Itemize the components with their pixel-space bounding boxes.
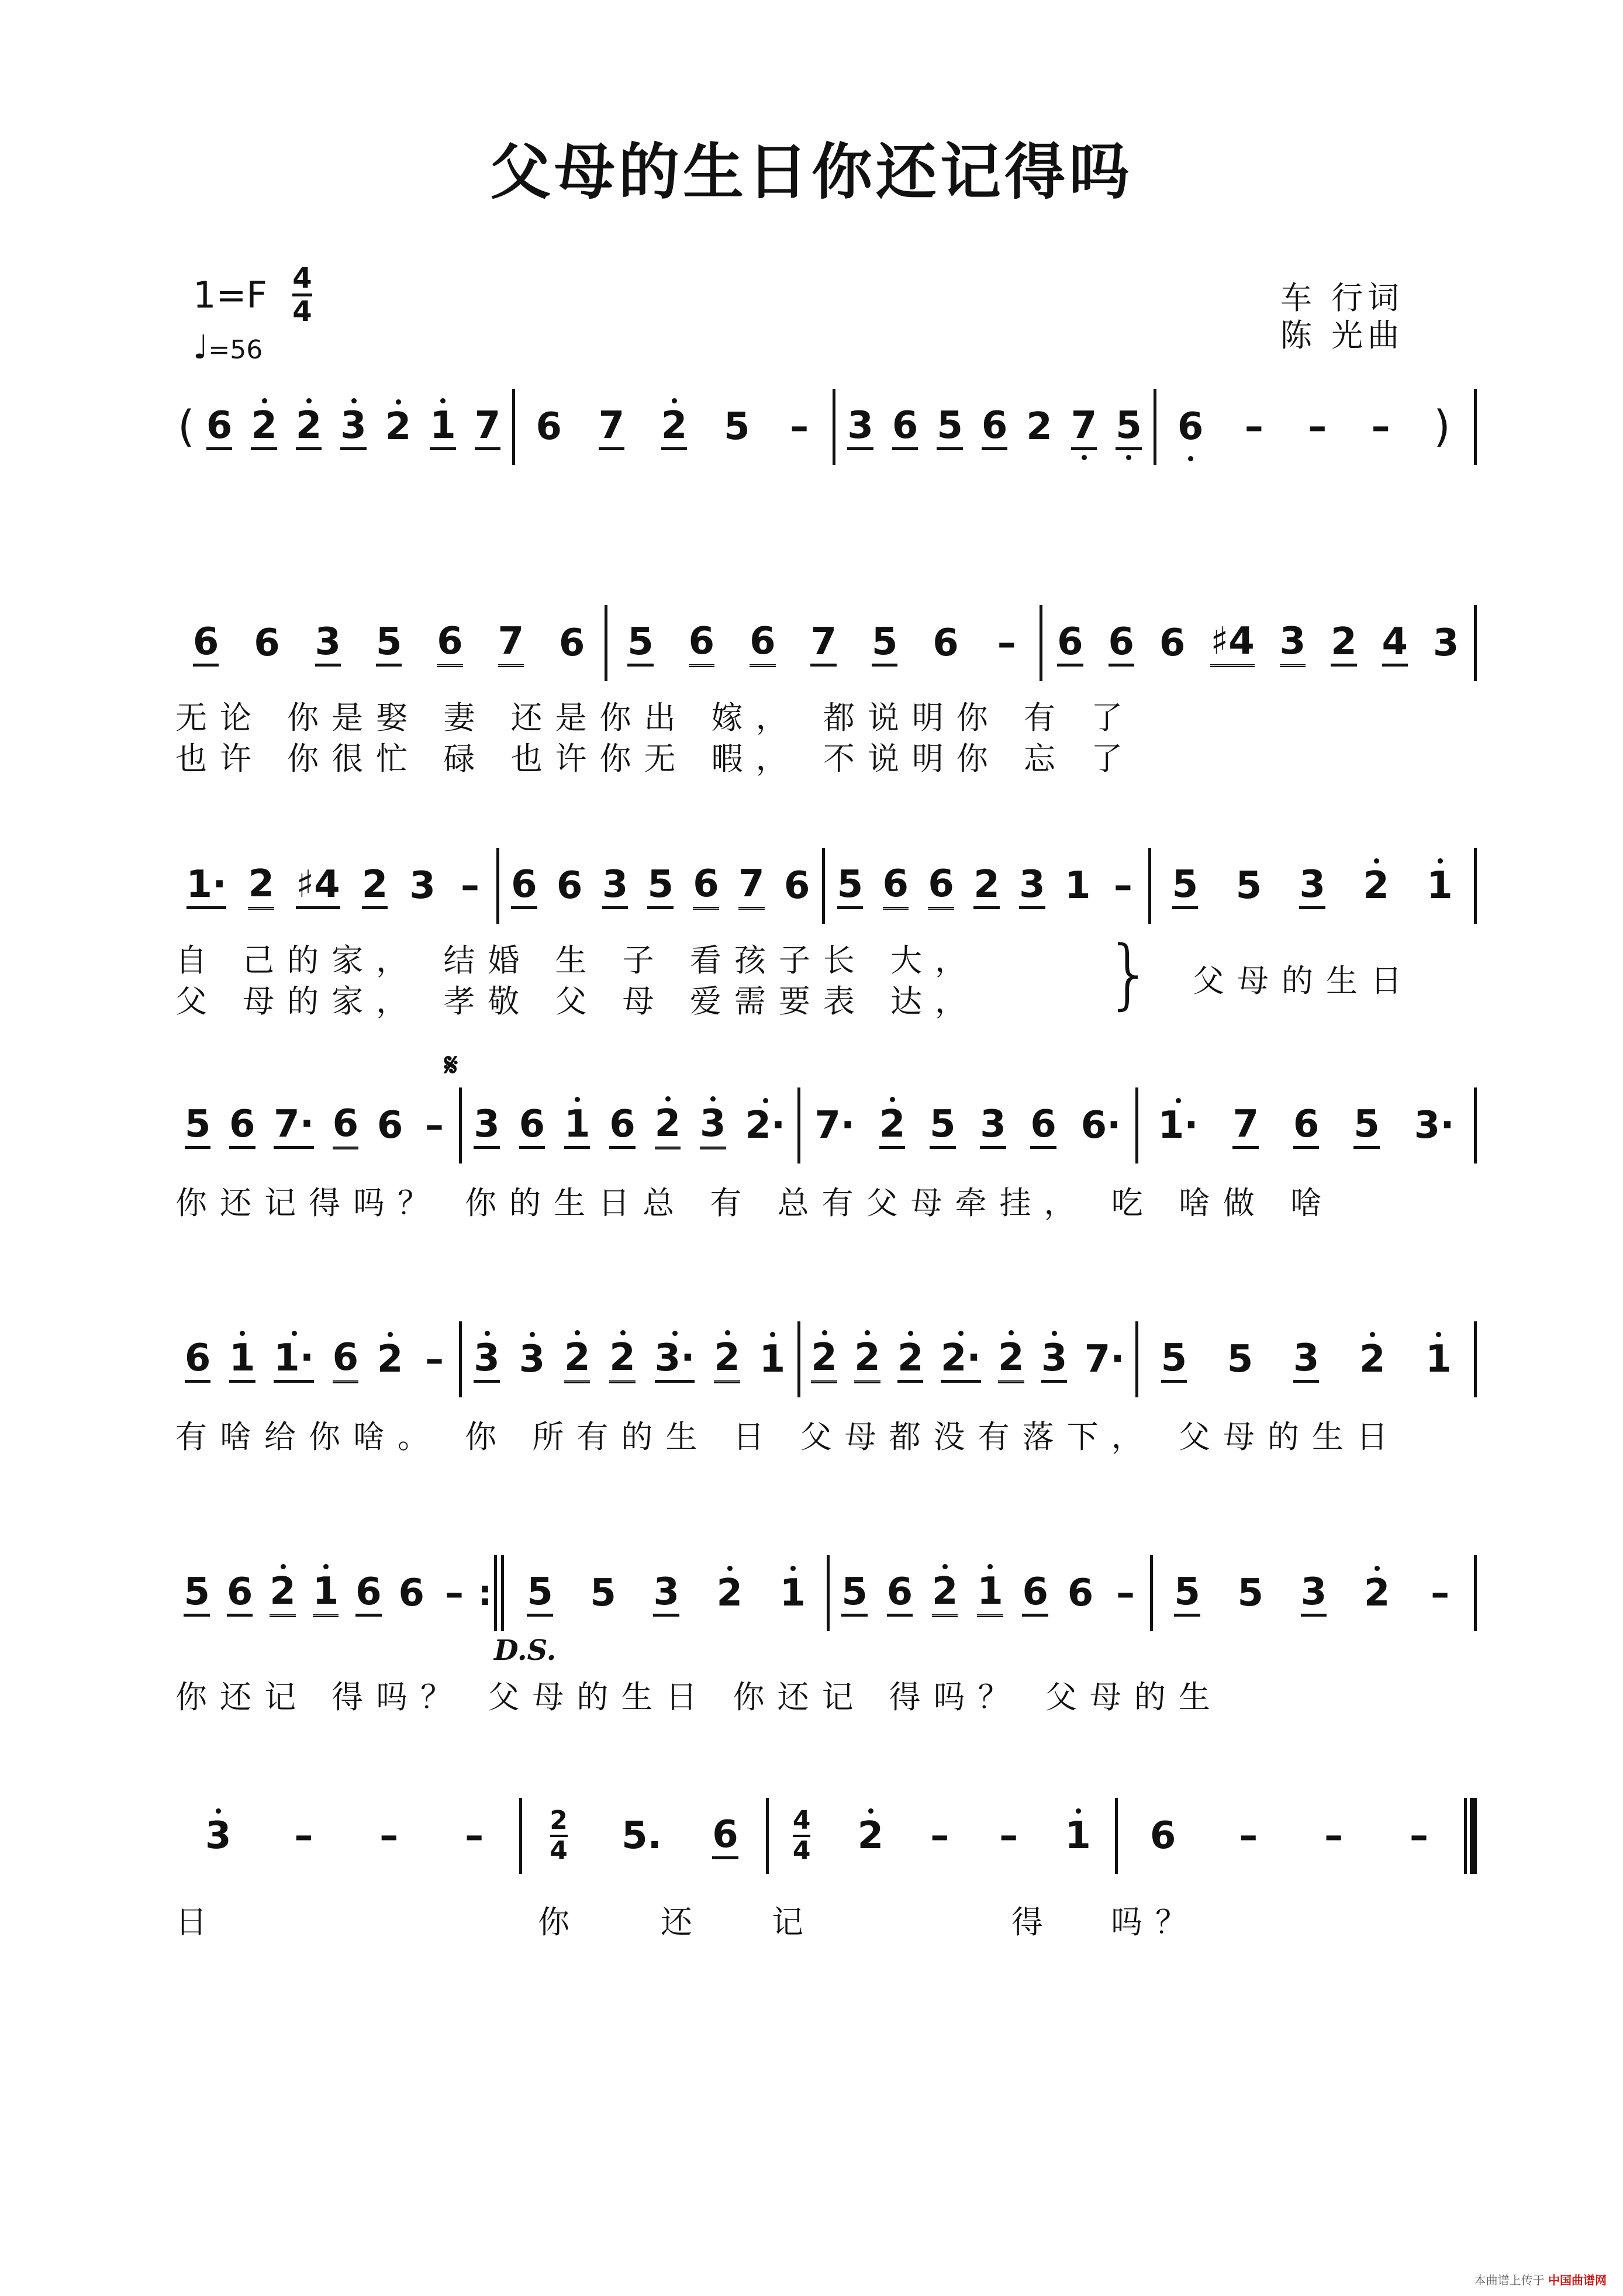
note: 2 — [973, 863, 1000, 909]
lyric-syllable: 还 — [661, 1904, 705, 1941]
note: 5 — [1161, 1337, 1187, 1383]
dash: – — [424, 1338, 444, 1381]
barline — [1474, 1087, 1477, 1163]
note: 3 — [847, 404, 873, 450]
note: 6 — [206, 404, 233, 450]
barline — [766, 1798, 769, 1874]
note: 5 — [1174, 1570, 1200, 1617]
note: 5 — [1237, 1572, 1264, 1615]
note: 4 — [1382, 620, 1408, 667]
note: 3 — [980, 1103, 1006, 1149]
measure — [464, 1321, 795, 1397]
dash: – — [1410, 1814, 1429, 1857]
note: 6 — [333, 1336, 359, 1383]
note: 6 — [712, 1813, 738, 1859]
measure — [508, 1555, 824, 1631]
measure — [175, 1321, 457, 1397]
note: 6 — [398, 1572, 425, 1615]
note: 3 — [409, 864, 436, 907]
measure — [803, 1087, 1134, 1163]
note: 6 — [1149, 1814, 1176, 1857]
measure — [1141, 1321, 1472, 1397]
note: 1 — [779, 1572, 806, 1615]
dash: – — [1244, 405, 1263, 448]
note: 6 — [982, 404, 1008, 450]
barline — [1474, 605, 1477, 681]
music-line — [175, 605, 1479, 681]
time-change-bottom: 4 — [550, 1836, 568, 1866]
time-signature-bottom: 4 — [292, 295, 312, 328]
note: 7 — [1232, 1103, 1259, 1149]
note: 2 — [655, 1102, 681, 1149]
note: 6 — [377, 1104, 403, 1147]
note: 2 — [1359, 1338, 1386, 1381]
note: 1 — [1427, 864, 1453, 907]
measure — [175, 1798, 517, 1874]
tempo-value: =56 — [208, 335, 263, 365]
note: 5 — [184, 1570, 210, 1617]
segno-icon: 𝄋 — [444, 1047, 458, 1083]
barline — [1150, 1555, 1153, 1631]
note: 2 — [811, 1336, 837, 1383]
note: 2 — [251, 404, 277, 450]
note: 3 — [474, 1337, 500, 1383]
note: 2 — [661, 404, 688, 450]
barline — [1115, 1798, 1118, 1874]
note: 5. — [621, 1814, 662, 1857]
time-change — [792, 1805, 811, 1866]
music-line — [175, 1087, 1479, 1163]
note: 6· — [1080, 1104, 1121, 1147]
open-paren: ( — [178, 402, 195, 452]
note: 5 — [376, 620, 402, 667]
time-change-top: 4 — [792, 1805, 811, 1835]
dash: – — [444, 1572, 464, 1615]
note: 2 — [385, 405, 412, 448]
note: 6 — [689, 620, 715, 667]
note: 1 — [229, 1337, 255, 1383]
note: 3 — [1019, 863, 1045, 909]
music-line — [175, 1321, 1479, 1397]
barline — [459, 1321, 462, 1397]
note: 6 — [519, 1103, 545, 1149]
note: 6 — [536, 405, 562, 448]
note: 2 — [1331, 620, 1357, 667]
note: 2 — [716, 1572, 743, 1615]
note: 2 — [932, 1570, 958, 1617]
note: 6 — [887, 1570, 913, 1617]
lyric-line: 你还记得吗？ 你的生日总 有 总有父母牵挂， 吃 啥做 啥 — [175, 1185, 1335, 1221]
note: 3· — [1414, 1104, 1455, 1147]
note: 6 — [1022, 1570, 1048, 1617]
note: ♯4 — [1210, 620, 1255, 667]
note: 5 — [1235, 864, 1262, 907]
note: 6 — [783, 864, 810, 907]
note: 3 — [474, 1103, 500, 1149]
lyric-brace: } — [1105, 929, 1154, 1018]
note: 2 — [270, 1570, 296, 1617]
note: 1 — [564, 1103, 591, 1149]
barline — [833, 389, 835, 465]
music-line — [175, 848, 1479, 924]
lyric-refrain: 父母的生日 — [1193, 962, 1415, 999]
note: 6 — [333, 1102, 359, 1149]
lyric-line: 你还记 得吗？ 父母的生日 你还记 得吗？ 父母的生 — [175, 1679, 1223, 1715]
note: 6 — [185, 1337, 211, 1383]
barline — [605, 605, 607, 681]
quarter-note-icon: ♩ — [193, 329, 209, 367]
note: 1· — [274, 1337, 314, 1383]
lyric-verse-1: 自 己的家， 结婚 生 子 看孩子长 大， — [175, 942, 979, 979]
note: 6 — [229, 1103, 255, 1149]
note: 6 — [1293, 1103, 1320, 1149]
note: 6 — [1159, 622, 1186, 665]
barline — [1135, 1087, 1138, 1163]
note: 6 — [254, 622, 280, 665]
note: 6 — [750, 620, 776, 667]
watermark-brand: 中国曲谱网 — [1548, 2273, 1607, 2287]
barline — [459, 1087, 462, 1163]
measure — [175, 1087, 457, 1163]
note: 1· — [187, 863, 227, 909]
note: 3 — [1280, 620, 1306, 667]
note: 6 — [437, 620, 463, 667]
barline — [1040, 605, 1042, 681]
note: 6 — [511, 863, 537, 909]
measure — [175, 1555, 475, 1631]
measure — [175, 848, 494, 924]
dash: – — [790, 405, 809, 448]
final-barline — [1464, 1798, 1477, 1874]
note: 3 — [602, 863, 629, 909]
barline — [797, 1321, 800, 1397]
watermark-text: 本曲谱上传于 — [1474, 2273, 1545, 2287]
dash: – — [424, 1104, 444, 1147]
measure — [197, 389, 510, 465]
credits — [1280, 279, 1404, 354]
lyric-verse-2: 父 母的家， 孝敬 父 母 爱需要表 达， — [175, 983, 979, 1020]
note: 2 — [564, 1336, 591, 1383]
note: 7· — [1084, 1338, 1125, 1381]
lyric-line: 有啥给你啥。 你 所有的生 日 父母都没有落下， 父母的生日 — [175, 1418, 1401, 1455]
barline — [822, 848, 825, 924]
page-title: 父母的生日你还记得吗 — [489, 136, 1133, 208]
note: 3 — [205, 1814, 232, 1857]
note: 1 — [977, 1570, 1003, 1617]
measure — [827, 848, 1146, 924]
time-change-top: 2 — [550, 1805, 568, 1835]
lyric-verse-2: 也许 你很忙 碌 也许你无 暇， 不说明你 忘 了 — [175, 740, 1136, 777]
note: 1 — [1425, 1338, 1452, 1381]
note: 7 — [599, 404, 625, 450]
measure — [1159, 389, 1472, 465]
dash: – — [1308, 405, 1327, 448]
barline — [1154, 389, 1156, 465]
note: 6 — [558, 622, 585, 665]
dash: – — [379, 1814, 399, 1857]
note: 7· — [814, 1104, 855, 1147]
note: 7 — [810, 620, 837, 667]
music-line — [175, 1555, 1479, 1631]
note: 6 — [928, 862, 954, 910]
note: 3 — [1432, 622, 1459, 665]
note: 2 — [377, 1338, 403, 1381]
barline — [1474, 848, 1477, 924]
note: 3· — [655, 1337, 695, 1383]
note: 5 — [930, 1103, 956, 1149]
measure — [175, 605, 602, 681]
note: 5 — [647, 863, 674, 909]
note: 5 — [837, 863, 864, 909]
measure — [832, 1555, 1148, 1631]
note: 7 — [475, 404, 501, 450]
note: 2· — [745, 1104, 786, 1147]
note: 1· — [1158, 1104, 1199, 1147]
note: 2· — [941, 1337, 981, 1383]
barline — [797, 1087, 800, 1163]
dash: – — [1431, 1572, 1450, 1615]
ds-marking: D.S. — [494, 1634, 557, 1667]
note: 2 — [1363, 864, 1389, 907]
measure — [1141, 1087, 1472, 1163]
note: 2 — [1363, 1572, 1390, 1615]
barline — [496, 848, 499, 924]
note: 2 — [609, 1336, 636, 1383]
note: 5 — [185, 1103, 211, 1149]
measure — [464, 1087, 795, 1163]
key-signature: 1=F — [193, 274, 268, 316]
measure — [610, 605, 1037, 681]
dash: – — [1371, 405, 1390, 448]
note: 7· — [274, 1103, 314, 1149]
measure — [1154, 848, 1472, 924]
time-change — [550, 1805, 568, 1866]
note: 5 — [1172, 863, 1199, 909]
note: 3 — [1299, 863, 1325, 909]
note: 1 — [313, 1570, 339, 1617]
lyric-line — [175, 1897, 1479, 1941]
note: 6 — [1067, 1572, 1094, 1615]
measure — [1045, 605, 1472, 681]
close-paren: ) — [1433, 402, 1451, 452]
note: 7 — [498, 620, 524, 667]
lyric-syllable: 日 — [175, 1904, 220, 1941]
dash: – — [460, 864, 479, 907]
note: 3 — [340, 404, 367, 450]
music-line — [175, 1798, 1479, 1874]
note: 2 — [879, 1103, 906, 1149]
note: 6 — [193, 620, 219, 667]
barline — [1148, 848, 1151, 924]
note: 5 — [723, 405, 750, 448]
measure — [771, 1798, 1113, 1874]
note: 3 — [700, 1102, 726, 1149]
composer-credit: 陈 光曲 — [1280, 317, 1404, 354]
dash: – — [999, 1814, 1018, 1857]
note: 2 — [854, 1336, 880, 1383]
note: 6 — [892, 404, 918, 450]
barline — [1474, 1555, 1477, 1631]
note: 5 — [872, 620, 898, 667]
note: 2 — [1026, 405, 1052, 448]
note: 5 — [527, 1570, 553, 1617]
barline — [512, 389, 515, 465]
measure — [502, 848, 820, 924]
note: 3 — [315, 620, 341, 667]
note: 3 — [1293, 1337, 1320, 1383]
time-change-bottom: 4 — [792, 1836, 811, 1866]
note: 1 — [759, 1338, 786, 1381]
note: 6 — [609, 1103, 636, 1149]
note: 5 — [1227, 1338, 1253, 1381]
barline — [1474, 389, 1477, 465]
note: 6 — [693, 862, 719, 910]
dash: – — [997, 622, 1016, 665]
note: 1 — [1065, 1814, 1091, 1857]
barline — [827, 1555, 830, 1631]
note: 3 — [519, 1338, 545, 1381]
note: 6 — [1057, 620, 1083, 667]
time-signature — [292, 264, 312, 326]
dash: – — [1113, 864, 1132, 907]
note: 6 — [883, 862, 909, 910]
note: 5 — [590, 1572, 616, 1615]
measure — [803, 1321, 1134, 1397]
note: 5 — [1116, 404, 1142, 450]
note: 2 — [714, 1336, 740, 1383]
lyric-syllable: 得 — [1011, 1904, 1056, 1941]
time-signature-top: 4 — [292, 262, 312, 295]
barline — [1135, 1321, 1138, 1397]
note: 7 — [738, 862, 765, 910]
tempo-marking — [193, 329, 263, 367]
note: 6 — [355, 1570, 382, 1617]
note: ♯4 — [296, 863, 340, 909]
note: 1 — [430, 404, 456, 450]
note: 2 — [998, 1336, 1024, 1383]
dash: – — [1324, 1814, 1344, 1857]
note: 6 — [556, 864, 583, 907]
note: 6 — [1177, 405, 1204, 448]
measure — [1120, 1798, 1462, 1874]
watermark — [1474, 2271, 1607, 2288]
measure — [524, 1798, 764, 1874]
note: 2 — [897, 1337, 924, 1383]
dash: – — [294, 1814, 313, 1857]
repeat-barline — [478, 1555, 506, 1631]
measure — [517, 389, 830, 465]
note: 5 — [627, 620, 654, 667]
note: 6 — [1030, 1103, 1056, 1149]
note: 6 — [933, 622, 959, 665]
lyric-syllable: 你 — [538, 1904, 582, 1941]
dash: – — [1116, 1572, 1135, 1615]
note: 3 — [1041, 1337, 1068, 1383]
dash: – — [1239, 1814, 1258, 1857]
note: 6 — [227, 1570, 253, 1617]
lyric-syllable: 记 — [772, 1904, 816, 1941]
note: 5 — [1353, 1103, 1380, 1149]
note: 2 — [857, 1814, 884, 1857]
barline — [1474, 1321, 1477, 1397]
music-line — [175, 389, 1479, 465]
note: 5 — [841, 1570, 868, 1617]
lyric-verse-1: 无论 你是娶 妻 还是你出 嫁， 都说明你 有 了 — [175, 699, 1136, 736]
measure — [1155, 1555, 1472, 1631]
note: 2 — [362, 863, 388, 909]
note: 1 — [1064, 864, 1091, 907]
measure — [838, 389, 1151, 465]
lyric-syllable: 吗？ — [1111, 1904, 1200, 1941]
dash: – — [930, 1814, 949, 1857]
note: 3 — [1301, 1570, 1327, 1617]
note: 2 — [296, 404, 322, 450]
barline — [519, 1798, 522, 1874]
dash: – — [465, 1814, 484, 1857]
lyricist-credit: 车 行词 — [1280, 279, 1404, 316]
note: 5 — [937, 404, 963, 450]
note: 2 — [248, 862, 274, 910]
note: 7 — [1071, 404, 1097, 450]
note: 6 — [1109, 620, 1135, 667]
note: 3 — [653, 1570, 679, 1617]
